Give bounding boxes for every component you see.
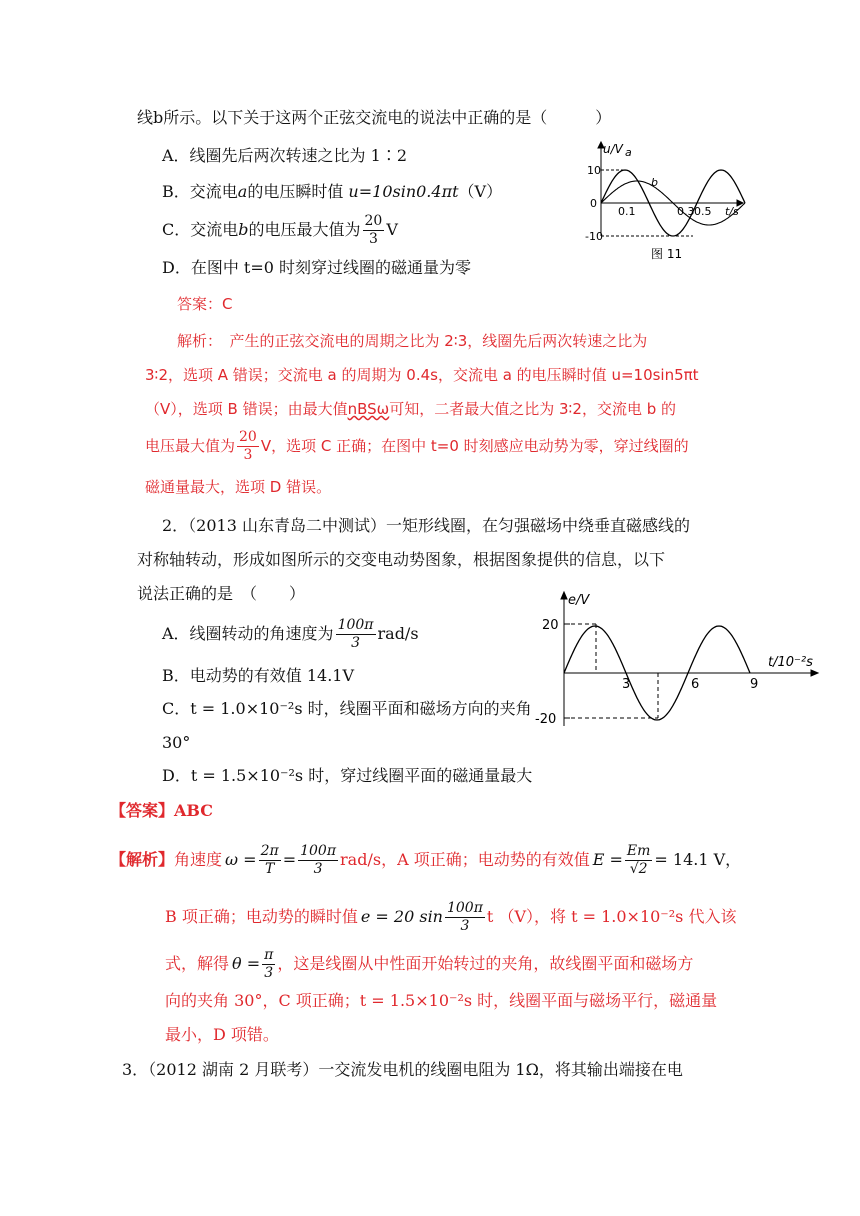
q2-ypos: 20 [542, 618, 559, 633]
q1-ypos: 10 [587, 164, 601, 177]
q1-opt-b-var: a [237, 182, 248, 201]
q2-tick-1: 3 [622, 677, 631, 692]
q1-figure [583, 138, 753, 264]
q1-label-b: b [651, 176, 658, 189]
q2-opt-a-num: 100π [337, 616, 374, 633]
q1-explanation-line3 [145, 398, 676, 420]
q2-expl1-E: E = [592, 850, 623, 869]
q1-expl3-formula: nBSω [347, 400, 390, 418]
q1-option-a: A．线圈先后两次转速之比为 1∶2 [162, 146, 408, 165]
q1-opt-c-prefix: C．交流电 [162, 220, 239, 239]
q2-y-arrow [561, 592, 567, 599]
q2-tick-2: 6 [691, 677, 700, 692]
q2-option-c-line1: C．t = 1.0×10⁻²s 时，线圈平面和磁场方向的夹角 [162, 699, 532, 718]
q2-explanation-line3 [165, 940, 693, 988]
q2-stem-line1: 2．（2013 山东青岛二中测试）一矩形线圈，在匀强磁场中绕垂直磁感线的 [162, 516, 690, 535]
q2-expl3-f-den: 3 [264, 964, 274, 981]
q2-expl3-frac [262, 947, 275, 982]
q1-yneg: -10 [585, 230, 603, 243]
q1-expl3-c: 可知，二者最大值之比为 3∶2，交流电 b 的 [389, 400, 677, 418]
q2-answer: 【答案】ABC [110, 801, 213, 820]
q2-expl1-c: = 14.1 V， [654, 850, 742, 869]
q2-xlabel: t/10⁻²s [768, 655, 813, 670]
q3-stem-line1: 3．（2012 湖南 2 月联考）一交流发电机的线圈电阻为 1Ω，将其输出端接在电 [122, 1060, 683, 1079]
q1-ylabel: u/V [603, 142, 623, 156]
q1-option-d: D．在图中 t=0 时刻穿过线圈的磁通量为零 [162, 258, 472, 277]
q1-tick-3: 0.5 [694, 205, 712, 218]
q2-option-c-line2: 30° [162, 733, 191, 752]
q1-opt-c-mid: 的电压最大值为 [248, 220, 361, 239]
q1-explanation-line5: 磁通量最大，选项 D 错误。 [145, 478, 332, 496]
q2-option-a [162, 612, 419, 656]
q1-expl3-a: （V），选项 B 错误；由最大值 [145, 400, 348, 418]
q2-expl2-a: B 项正确；电动势的瞬时值 [165, 907, 358, 926]
q2-expl1-frac3 [625, 843, 653, 878]
q1-option-c [162, 210, 398, 250]
q1-opt-c-num: 20 [364, 212, 383, 229]
q2-opt-a-unit: rad/s [377, 624, 419, 643]
q2-opt-a-fraction [336, 617, 376, 652]
q1-explanation-line4 [145, 424, 689, 468]
q1-expl4-a: 电压最大值为 [145, 437, 236, 455]
q1-opt-b-mid: 的电压瞬时值 [247, 182, 344, 201]
q2-option-d: D．t = 1.5×10⁻²s 时，穿过线圈平面的磁通量最大 [162, 766, 533, 785]
q1-label-a: a [625, 146, 632, 159]
q2-explanation-line4: 向的夹角 30°，C 项正确；t = 1.5×10⁻²s 时，线圈平面与磁场平行，磁通量 [165, 991, 718, 1010]
q2-expl3-f-num: π [264, 946, 274, 963]
q2-expl1-f3-den: √2 [629, 860, 648, 877]
q2-expl-tag: 【解析】 [110, 850, 175, 869]
q1-expl4-den: 3 [243, 446, 253, 463]
q1-explanation-line1: 解析： 产生的正弦交流电的周期之比为 2∶3，线圈先后两次转速之比为 [177, 332, 648, 350]
q1-caption: 图 11 [651, 247, 683, 261]
q1-opt-c-unit: V [386, 220, 398, 239]
q1-opt-c-var: b [238, 220, 249, 239]
q1-opt-b-unit: （V） [458, 182, 503, 201]
q1-origin: 0 [590, 197, 597, 210]
q2-option-b: B．电动势的有效值 14.1V [162, 666, 355, 685]
q2-yneg: -20 [535, 712, 557, 727]
q1-intro: 线b所示。以下关于这两个正弦交流电的说法中正确的是（ ） [137, 108, 612, 127]
q2-expl2-b: t （V），将 t = 1.0×10⁻²s 代入该 [486, 907, 737, 926]
q2-ylabel: e/V [568, 593, 590, 608]
q2-expl1-frac2 [298, 843, 338, 878]
q1-expl4-fraction [237, 429, 259, 464]
q2-expl1-f2-num: 100π [300, 842, 337, 859]
q2-expl1-f1-den: T [264, 860, 275, 877]
q2-expl2-f-num: 100π [446, 899, 483, 916]
q1-expl4-num: 20 [239, 428, 257, 445]
q1-tick-1: 0.1 [618, 205, 636, 218]
q2-expl1-a: 角速度 [174, 850, 223, 869]
q2-expl1-f3-num: Em [626, 842, 651, 859]
q2-expl2-f-den: 3 [460, 917, 470, 934]
q2-expl1-omega: ω = [225, 850, 257, 869]
q1-opt-b-prefix: B．交流电 [162, 182, 238, 201]
q2-expl1-frac1 [259, 843, 281, 878]
q2-stem-line3: 说法正确的是 （ ） [137, 584, 306, 603]
q2-expl2-frac [445, 900, 485, 935]
q2-expl1-f2-den: 3 [313, 860, 323, 877]
q1-answer: 答案：C [177, 295, 233, 313]
q2-opt-a-den: 3 [351, 634, 360, 651]
q2-expl3-a: 式，解得 [165, 954, 230, 973]
q1-opt-c-den: 3 [368, 230, 378, 247]
q2-expl1-b: rad/s，A 项正确；电动势的有效值 [340, 850, 590, 869]
q1-expl4-b: V，选项 C 正确；在图中 t=0 时刻感应电动势为零，穿过线圈的 [260, 437, 689, 455]
q2-tick-3: 9 [750, 677, 759, 692]
q1-explanation-line2: 3∶2，选项 A 错误；交流电 a 的周期为 0.4s，交流电 a 的电压瞬时值 u=10sin5πt [145, 366, 699, 384]
q2-x-arrow [811, 670, 818, 676]
q2-expl1-f1-num: 2π [260, 842, 279, 859]
q1-tick-2: 0.3 [677, 205, 695, 218]
q2-stem-line2: 对称轴转动，形成如图所示的交变电动势图象，根据图象提供的信息，以下 [137, 550, 666, 569]
q1-xlabel: t/s [725, 205, 739, 218]
q1-opt-c-fraction [363, 213, 385, 248]
q2-expl1-eq: = [282, 850, 297, 869]
q2-figure [528, 588, 828, 732]
q2-explanation-line5: 最小，D 项错。 [165, 1025, 279, 1044]
q2-expl3-b: ，这是线圈从中性面开始转过的夹角，故线圈平面和磁场方 [277, 954, 694, 973]
q2-expl3-theta: θ = [232, 954, 261, 973]
q2-explanation-line2 [165, 893, 736, 941]
q1-opt-b-formula: u=10sin0.4πt [348, 182, 459, 201]
q1-option-b [162, 181, 502, 203]
q2-opt-a-prefix: A．线圈转动的角速度为 [162, 624, 334, 643]
q2-explanation-line1 [110, 836, 741, 884]
q2-expl2-e: e = 20 sin [360, 907, 443, 926]
